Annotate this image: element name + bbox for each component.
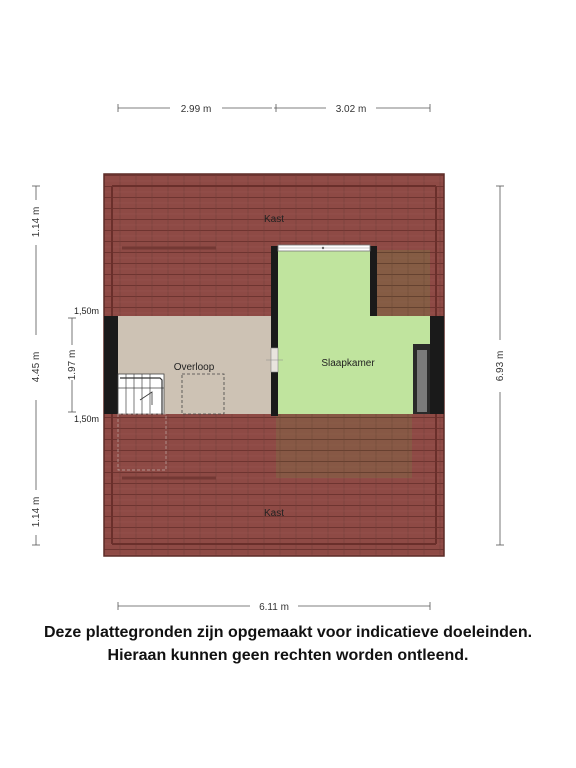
dimension-right-label: 6.93 m <box>495 350 506 382</box>
dimension-left-top-label: 1.14 m <box>31 206 42 238</box>
dormer-tiles-top <box>376 250 430 316</box>
disclaimer-line-1: Deze plattegronden zijn opgemaakt voor indicatieve doeleinden. <box>43 624 533 641</box>
cupboard <box>413 344 430 414</box>
window <box>278 245 370 251</box>
room-label-overloop: Overloop <box>173 362 215 373</box>
dimension-bottom-label: 6.11 m <box>259 602 289 613</box>
room-label-slaapkamer: Slaapkamer <box>321 358 375 369</box>
dormer-tiles-bottom <box>276 414 412 478</box>
dimension-left-middle-label: 4.45 m <box>31 351 42 383</box>
dimension-top <box>118 104 430 112</box>
dimension-top-right-label: 3.02 m <box>335 104 367 115</box>
disclaimer-line-2: Hieraan kunnen geen rechten worden ontleend. <box>107 647 469 664</box>
dimension-inner-middle-label: 1.97 m <box>67 349 78 381</box>
dimension-left-bottom-label: 1.14 m <box>31 496 42 528</box>
dimension-inner-upper-label: 1,50m <box>74 306 100 316</box>
dimension-top-left-label: 2.99 m <box>180 104 212 115</box>
room-label-kast-bottom: Kast <box>263 508 285 519</box>
room-label-kast-top: Kast <box>263 214 285 225</box>
dimension-inner-lower-label: 1,50m <box>74 414 100 424</box>
